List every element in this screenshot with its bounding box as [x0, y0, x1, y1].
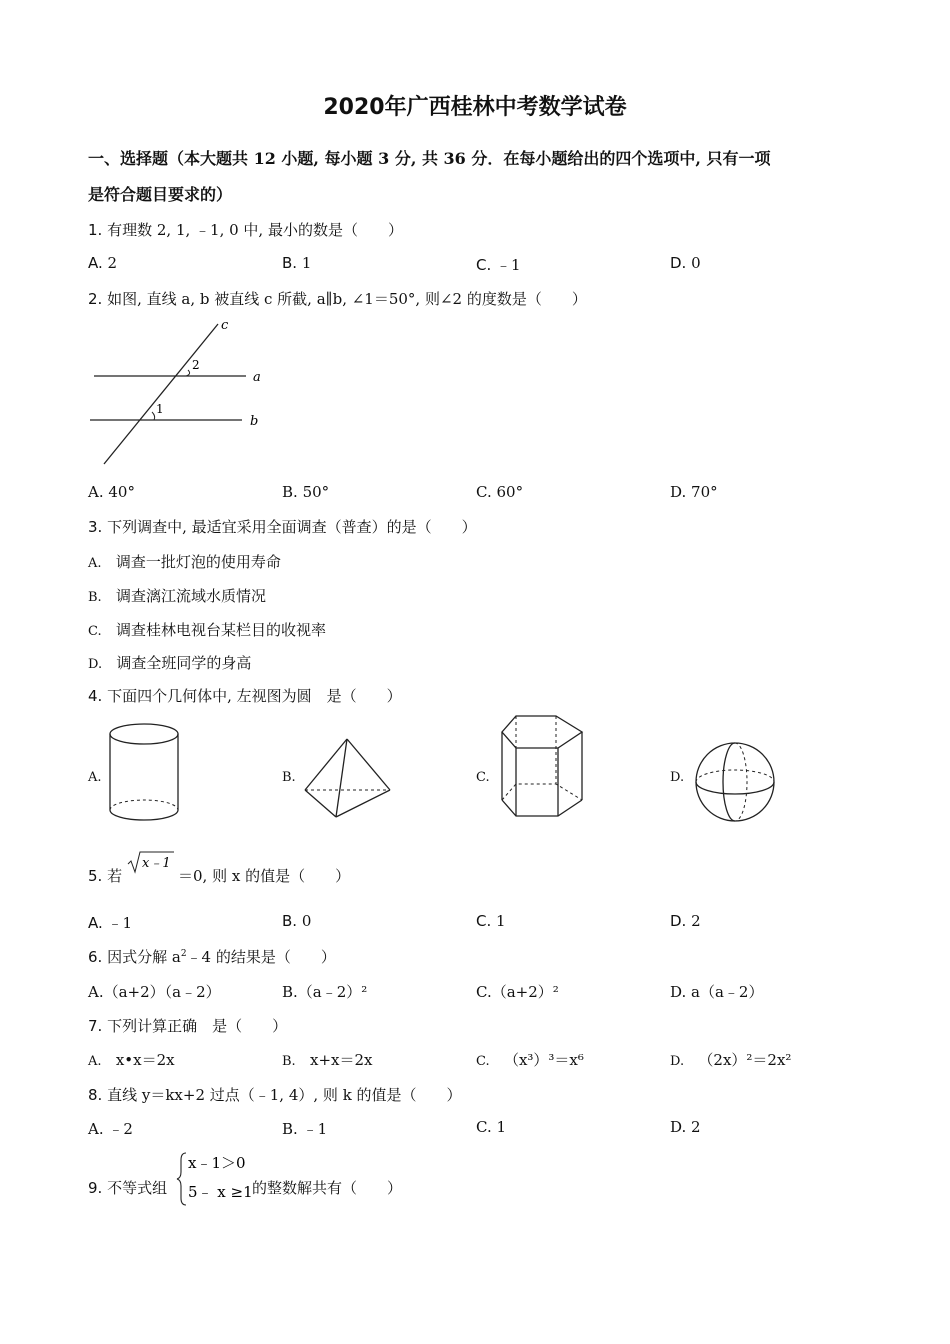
- sqrt-expression: [126, 850, 176, 876]
- q1-option-c[interactable]: C. ﹣1: [476, 256, 521, 274]
- q2-option-c[interactable]: C. 60°: [476, 483, 524, 501]
- q7-option-b[interactable]: B. x+x＝2x: [282, 1051, 373, 1069]
- parallel-lines-figure: [88, 318, 278, 468]
- question-text: 有理数 2, 1, ﹣1, 0 中, 最小的数是（ ）: [107, 221, 403, 239]
- question-number: 1.: [88, 221, 103, 239]
- question-number: 3.: [88, 518, 103, 536]
- question-number: 2.: [88, 290, 103, 308]
- question-9-tail: 的整数解共有（ ）: [252, 1179, 403, 1197]
- question-1: [88, 219, 403, 240]
- q7-option-d[interactable]: D. （2x）²＝2x²: [670, 1051, 792, 1069]
- question-4: [88, 685, 402, 706]
- sphere-figure[interactable]: [694, 740, 778, 824]
- q1-option-b[interactable]: B. 1: [282, 254, 312, 272]
- question-2: [88, 288, 587, 309]
- q5-option-a[interactable]: A. ﹣1: [88, 914, 133, 932]
- q8-option-d[interactable]: D. 2: [670, 1118, 701, 1136]
- question-8: [88, 1084, 462, 1105]
- question-number: 5.: [88, 867, 103, 885]
- svg-text:x﹣1: x﹣1: [142, 856, 171, 871]
- q5-option-d[interactable]: D. 2: [670, 912, 701, 930]
- q8-option-c[interactable]: C. 1: [476, 1118, 507, 1136]
- q5-option-b[interactable]: B. 0: [282, 912, 312, 930]
- label-angle-2: 2: [192, 358, 200, 372]
- question-text: 下面四个几何体中, 左视图为圆 是（ ）: [107, 687, 402, 705]
- inequality-2: 5﹣ x ≥1: [188, 1183, 253, 1201]
- hexagonal-prism-figure[interactable]: [498, 712, 588, 822]
- q6-option-d[interactable]: D. a（a﹣2）: [670, 983, 764, 1001]
- question-3: [88, 516, 477, 537]
- cylinder-figure[interactable]: [108, 722, 183, 824]
- q6-option-a[interactable]: A.（a+2）（a﹣2）: [88, 983, 221, 1001]
- page-title: 2020年广西桂林中考数学试卷: [323, 95, 627, 120]
- question-7: [88, 1015, 287, 1036]
- line-c: [104, 324, 218, 464]
- section-heading-line2: 是符合题目要求的）: [88, 185, 233, 204]
- angle-1-arc: [152, 412, 155, 420]
- q3-option-d[interactable]: D. 调查全班同学的身高: [88, 654, 252, 672]
- q2-option-b[interactable]: B. 50°: [282, 483, 330, 501]
- label-c: c: [221, 318, 229, 333]
- q7-option-a[interactable]: A. x•x＝2x: [88, 1051, 175, 1069]
- q1-option-a[interactable]: A. 2: [88, 254, 118, 272]
- question-number: 6.: [88, 948, 103, 966]
- q2-option-a[interactable]: A. 40°: [88, 483, 135, 501]
- q8-option-b[interactable]: B. ﹣1: [282, 1120, 328, 1138]
- inequality-system: [176, 1150, 254, 1208]
- label-angle-1: 1: [156, 402, 164, 416]
- question-number: 7.: [88, 1017, 103, 1035]
- question-5-tail: ＝0, 则 x 的值是（ ）: [178, 867, 351, 885]
- question-text: 下列调查中, 最适宜采用全面调查（普查）的是（ ）: [107, 518, 477, 536]
- inequality-1: x﹣1＞0: [188, 1154, 246, 1172]
- pyramid-figure[interactable]: [300, 735, 395, 825]
- q1-option-d[interactable]: D. 0: [670, 254, 701, 272]
- q2-option-d[interactable]: D. 70°: [670, 483, 718, 501]
- question-6: 6. 因式分解 $a^2﹣4$ 的结果是（ ）: [88, 948, 336, 966]
- section-heading-line1: 一、选择题（本大题共 12 小题, 每小题 3 分, 共 36 分．在每小题给出的四个选项中, 只有一项: [88, 149, 771, 168]
- q5-option-c[interactable]: C. 1: [476, 912, 506, 930]
- question-number: 4.: [88, 687, 103, 705]
- q3-option-a[interactable]: A. 调查一批灯泡的使用寿命: [88, 553, 281, 571]
- q7-option-c[interactable]: C. （x³）³＝x⁶: [476, 1051, 584, 1069]
- question-number: 9.: [88, 1179, 103, 1197]
- q8-option-a[interactable]: A. ﹣2: [88, 1120, 133, 1138]
- q4-option-c-label[interactable]: C.: [476, 770, 490, 785]
- question-number: 8.: [88, 1086, 103, 1104]
- q3-option-c[interactable]: C. 调查桂林电视台某栏目的收视率: [88, 621, 326, 639]
- question-5: 5. 若: [88, 867, 123, 885]
- question-text: 下列计算正确 是（ ）: [107, 1017, 288, 1035]
- q6-option-b[interactable]: B.（a﹣2）²: [282, 983, 368, 1001]
- question-text: 直线 y＝kx+2 过点（﹣1, 4）, 则 k 的值是（ ）: [107, 1086, 462, 1104]
- angle-2-arc: [186, 370, 190, 376]
- question-text: 如图, 直线 a, b 被直线 c 所截, a∥b, ∠1＝50°, 则∠2 的度数是（ ）: [107, 290, 587, 308]
- q4-option-b-label[interactable]: B.: [282, 770, 296, 785]
- q3-option-b[interactable]: B. 调查漓江流域水质情况: [88, 587, 267, 605]
- q4-option-d-label[interactable]: D.: [670, 770, 685, 785]
- q6-option-c[interactable]: C.（a+2）²: [476, 983, 559, 1001]
- label-a: a: [253, 370, 261, 385]
- label-b: b: [250, 414, 259, 429]
- question-9: 9. 不等式组: [88, 1179, 168, 1197]
- q4-option-a-label[interactable]: A.: [88, 770, 102, 785]
